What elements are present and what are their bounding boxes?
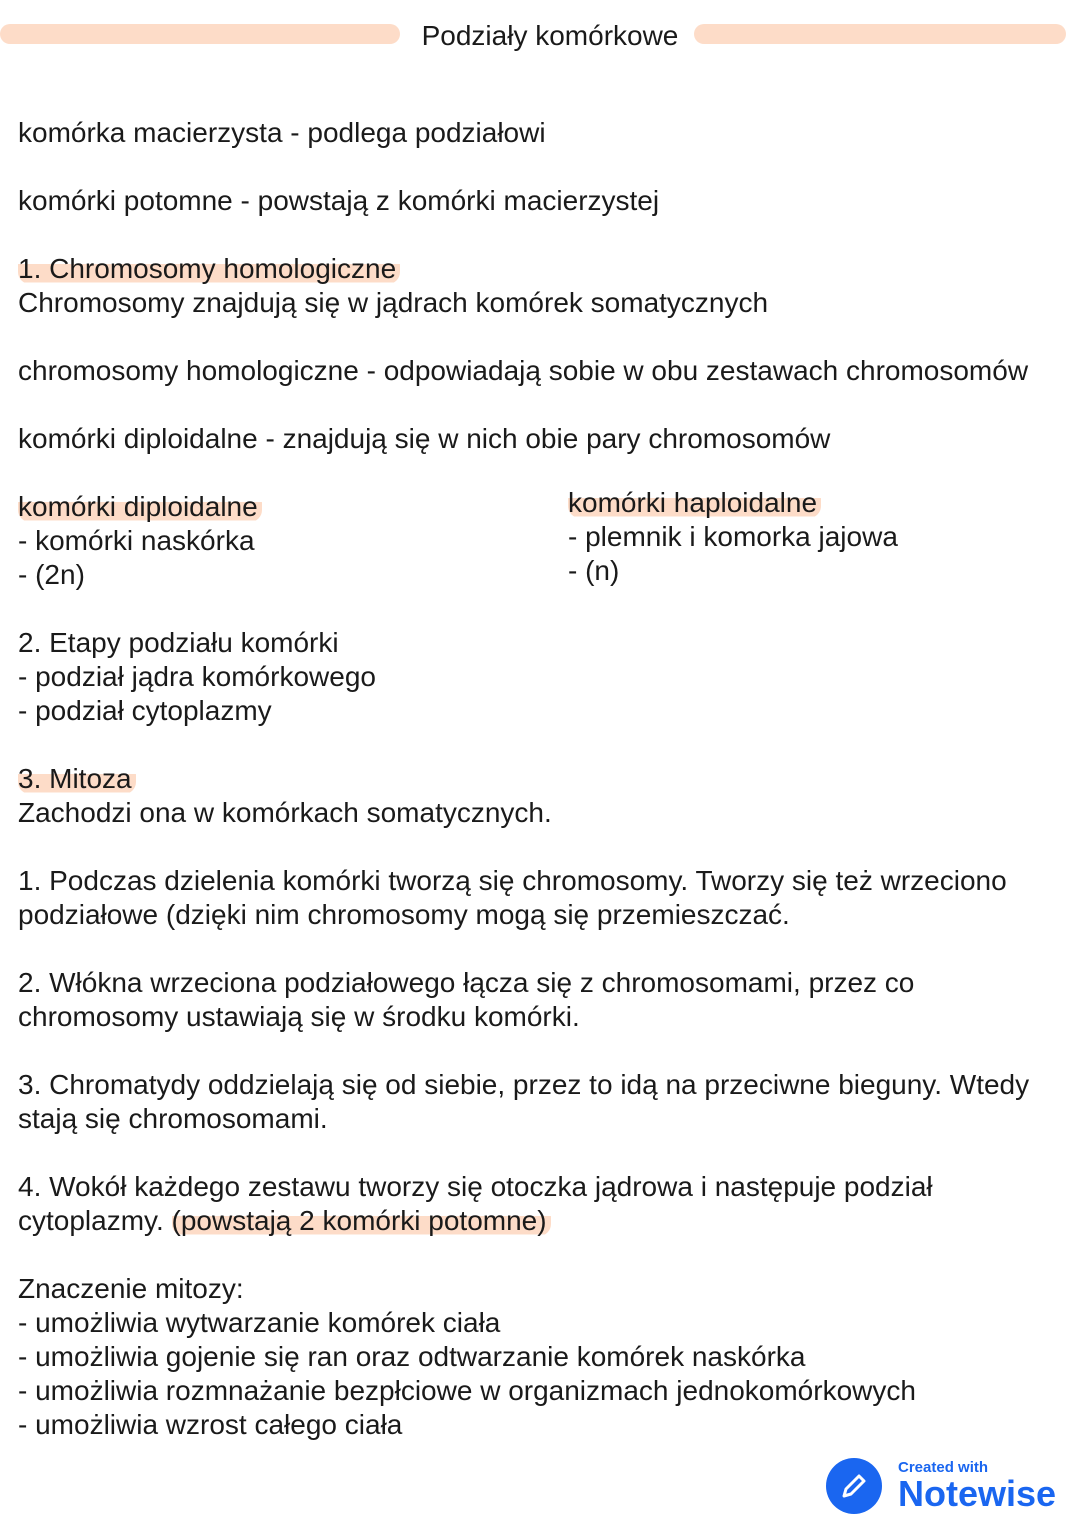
section-heading	[18, 762, 1029, 796]
page-title: Podziały komórkowe	[421, 20, 679, 51]
line-text: 3. Chromatydy oddzielają się od siebie, przez to idą na przeciwne bieguny. Wtedy	[18, 1069, 1030, 1100]
blank-line	[18, 830, 1029, 864]
highlighted-note: (powstają 2 komórki potomne)	[172, 1205, 551, 1236]
line-text: Chromosomy znajdują się w jądrach komórek somatycznych	[18, 287, 769, 318]
blank-line	[18, 1238, 1029, 1272]
line-text: - umożliwia wzrost całego ciała	[18, 1409, 403, 1440]
blank-line	[18, 218, 1029, 252]
blank-line	[18, 1136, 1029, 1170]
line-text: podziałowe (dzięki nim chromosomy mogą się przemieszczać.	[18, 899, 790, 930]
line-text: 2. Włókna wrzeciona podziałowego łącza się z chromosomami, przez co	[18, 967, 915, 998]
line-text: komórki potomne - powstają z komórki macierzystej	[18, 185, 660, 216]
section-heading	[568, 486, 898, 520]
text-line	[18, 354, 1029, 388]
text-line	[18, 1374, 1029, 1408]
line-text: - umożliwia gojenie się ran oraz odtwarzanie komórek naskórka	[18, 1341, 806, 1372]
logo-brand: Notewise	[898, 1473, 1057, 1514]
blank-line	[18, 592, 1029, 626]
line-text: Zachodzi ona w komórkach somatycznych.	[18, 797, 552, 828]
text-line	[18, 116, 1029, 150]
text-line	[18, 184, 1029, 218]
line-text: komórki diploidalne	[18, 491, 262, 522]
text-line	[18, 1000, 1029, 1034]
text-line	[18, 660, 1029, 694]
blank-line	[18, 932, 1029, 966]
line-text: - (n)	[568, 555, 620, 586]
text-line	[18, 422, 1029, 456]
text-line	[18, 626, 1029, 660]
line-text: stają się chromosomami.	[18, 1103, 328, 1134]
line-text: chromosomy homologiczne - odpowiadają sobie w obu zestawach chromosomów	[18, 355, 1029, 386]
pencil-icon	[826, 1458, 882, 1514]
text-line	[18, 1170, 1029, 1204]
haploid-column	[568, 486, 898, 588]
text-line	[18, 1340, 1029, 1374]
line-text: 3. Mitoza	[18, 763, 136, 794]
blank-line	[18, 150, 1029, 184]
text-line	[18, 966, 1029, 1000]
logo-caption: Created with	[898, 1459, 989, 1476]
blank-line	[18, 728, 1029, 762]
text-line	[18, 864, 1029, 898]
line-text: - podział jądra komórkowego	[18, 661, 376, 692]
text-line	[568, 520, 898, 554]
text-line	[18, 1204, 1029, 1238]
line-text: 1. Podczas dzielenia komórki tworzą się chromosomy. Tworzy się też wrzeciono	[18, 865, 1007, 896]
line-text: - plemnik i komorka jajowa	[568, 521, 898, 552]
text-line	[568, 554, 898, 588]
text-line	[18, 1102, 1029, 1136]
text-line	[18, 1306, 1029, 1340]
blank-line	[18, 388, 1029, 422]
notes-body	[18, 116, 1029, 1442]
text-line	[18, 286, 1029, 320]
blank-line	[18, 456, 1029, 490]
text-line	[18, 796, 1029, 830]
text-line	[18, 1272, 1029, 1306]
text-line	[18, 1068, 1029, 1102]
text-line	[18, 1408, 1029, 1442]
line-text: Znaczenie mitozy:	[18, 1273, 244, 1304]
line-text: - podział cytoplazmy	[18, 695, 272, 726]
line-text: chromosomy ustawiają się w środku komórki.	[18, 1001, 580, 1032]
line-text: komórka macierzysta - podlega podziałowi	[18, 117, 546, 148]
line-text: cytoplazmy.	[18, 1205, 172, 1236]
line-text: - umożliwia rozmnażanie bezpłciowe w organizmach jednokomórkowych	[18, 1375, 916, 1406]
blank-line	[18, 1034, 1029, 1068]
line-text: komórki haploidalne	[568, 487, 821, 518]
text-line	[18, 694, 1029, 728]
line-text: komórki diploidalne - znajdują się w nich obie pary chromosomów	[18, 423, 831, 454]
notewise-logo	[826, 1458, 1056, 1514]
section-heading	[18, 252, 1029, 286]
line-text: 2. Etapy podziału komórki	[18, 627, 339, 658]
line-text: - umożliwia wytwarzanie komórek ciała	[18, 1307, 501, 1338]
line-text: - (2n)	[18, 559, 85, 590]
text-line	[18, 898, 1029, 932]
line-text: 4. Wokół każdego zestawu tworzy się otoczka jądrowa i następuje podział	[18, 1171, 933, 1202]
line-text: - komórki naskórka	[18, 525, 255, 556]
blank-line	[18, 320, 1029, 354]
line-text: 1. Chromosomy homologiczne	[18, 253, 400, 284]
